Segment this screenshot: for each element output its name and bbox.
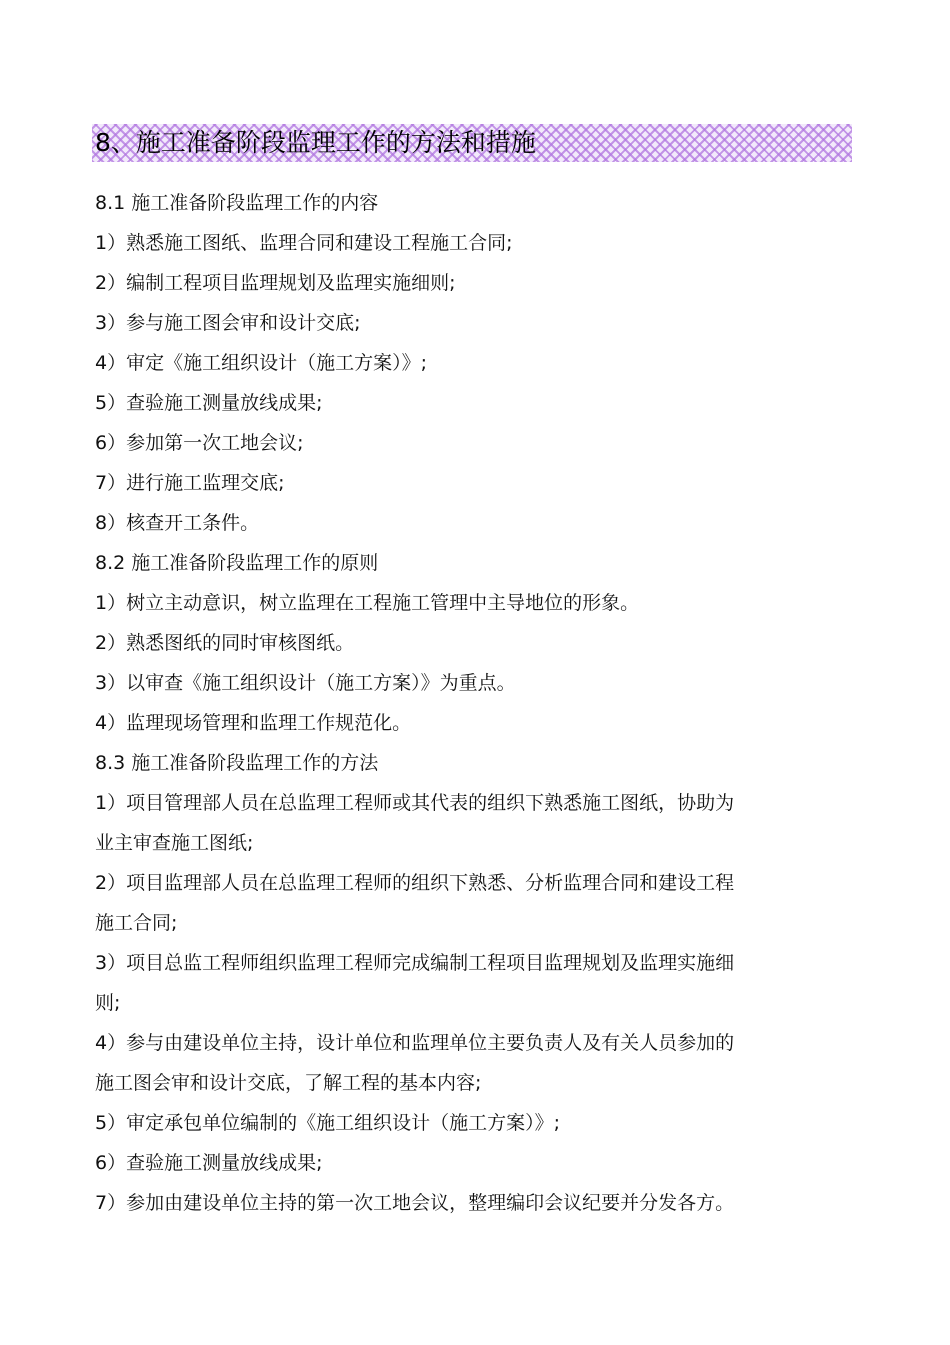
section-title: 8、施工准备阶段监理工作的方法和措施 <box>95 128 536 157</box>
subsection-heading: 8.1 施工准备阶段监理工作的内容 <box>95 192 379 214</box>
list-item: 5）查验施工测量放线成果; <box>95 392 323 414</box>
list-item: 6）查验施工测量放线成果; <box>95 1152 323 1174</box>
list-item: 2）项目监理部人员在总监理工程师的组织下熟悉、分析监理合同和建设工程 <box>95 872 735 894</box>
list-item: 1）树立主动意识，树立监理在工程施工管理中主导地位的形象。 <box>95 592 640 614</box>
list-item: 7）参加由建设单位主持的第一次工地会议，整理编印会议纪要并分发各方。 <box>95 1192 735 1214</box>
list-item: 4）审定《施工组织设计（施工方案）》; <box>95 352 427 374</box>
list-item: 6）参加第一次工地会议; <box>95 432 304 454</box>
list-item: 1）熟悉施工图纸、监理合同和建设工程施工合同; <box>95 232 513 254</box>
list-item-continuation: 则; <box>95 992 121 1014</box>
list-item: 7）进行施工监理交底; <box>95 472 285 494</box>
list-item-continuation: 施工图会审和设计交底，了解工程的基本内容; <box>95 1072 482 1094</box>
subsection-heading: 8.2 施工准备阶段监理工作的原则 <box>95 552 379 574</box>
list-item: 2）编制工程项目监理规划及监理实施细则; <box>95 272 456 294</box>
list-item: 4）监理现场管理和监理工作规范化。 <box>95 712 412 734</box>
list-item: 1）项目管理部人员在总监理工程师或其代表的组织下熟悉施工图纸，协助为 <box>95 792 735 814</box>
list-item: 2）熟悉图纸的同时审核图纸。 <box>95 632 355 654</box>
list-item: 4）参与由建设单位主持，设计单位和监理单位主要负责人及有关人员参加的 <box>95 1032 735 1054</box>
section-heading-band <box>92 124 852 162</box>
list-item: 3）项目总监工程师组织监理工程师完成编制工程项目监理规划及监理实施细 <box>95 952 735 974</box>
list-item: 8）核查开工条件。 <box>95 512 260 534</box>
body-text <box>95 183 815 1223</box>
list-item: 3）参与施工图会审和设计交底; <box>95 312 361 334</box>
list-item-continuation: 业主审查施工图纸; <box>95 832 254 854</box>
list-item: 5）审定承包单位编制的《施工组织设计（施工方案）》; <box>95 1112 560 1134</box>
subsection-heading: 8.3 施工准备阶段监理工作的方法 <box>95 752 379 774</box>
list-item-continuation: 施工合同; <box>95 912 178 934</box>
list-item: 3）以审查《施工组织设计（施工方案）》为重点。 <box>95 672 516 694</box>
